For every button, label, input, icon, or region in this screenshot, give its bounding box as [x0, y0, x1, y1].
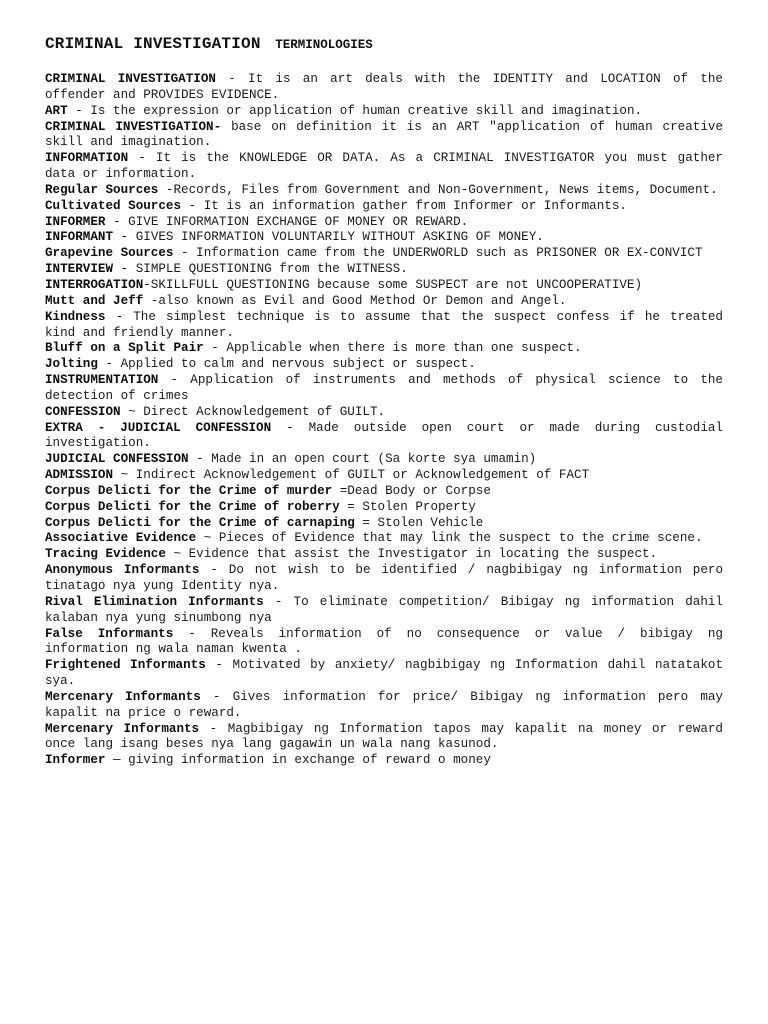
term-definition: - Magbibigay ng Information tapos may kapalit na money or reward once lang isang beses nya lang gagawin un wala nang kasunod.	[45, 721, 723, 752]
term-name: EXTRA - JUDICIAL CONFESSION	[45, 420, 272, 435]
term-definition: base on definition it is an ART "application of human creative skill and imagination.	[45, 119, 724, 150]
term-definition: - Motivated by anxiety/ nagbibigay ng Information dahil natatakot sya.	[45, 658, 723, 689]
term-entry	[45, 627, 723, 659]
term-name: CONFESSION	[45, 404, 121, 419]
term-name: INFORMER	[45, 214, 106, 229]
term-definition: ~ Indirect Acknowledgement of GUILT or Acknowledgement of FACT	[113, 468, 590, 483]
term-name: Regular Sources	[45, 182, 159, 197]
term-definition: -SKILLFULL QUESTIONING because some SUSPECT are not UNCOOPERATIVE)	[143, 277, 643, 292]
term-name: INTERVIEW	[45, 262, 114, 277]
term-definition: - To eliminate competition/ Bibigay ng information dahil kalaban nya yung sinumbong nya	[45, 594, 723, 625]
term-entry	[45, 294, 723, 310]
term-name: Mercenary Informants	[45, 721, 200, 736]
term-entry	[45, 151, 723, 183]
term-name: False Informants	[45, 626, 174, 641]
term-definition: - GIVE INFORMATION EXCHANGE OF MONEY OR REWARD.	[105, 214, 469, 229]
term-entry	[45, 230, 723, 246]
term-definition: = Stolen Property	[339, 499, 476, 514]
term-name: Frightened Informants	[45, 658, 206, 673]
term-entry	[45, 421, 723, 453]
term-name: CRIMINAL INVESTIGATION	[45, 72, 216, 86]
term-name: Tracing Evidence	[45, 547, 166, 562]
term-definition: -Records, Files from Government and Non-Government, News items, Document.	[158, 182, 718, 197]
term-definition: - Do not wish to be identified / nagbibigay ng information pero tinatago nya yung Identity nya.	[45, 563, 723, 593]
term-name: Associative Evidence	[45, 531, 197, 546]
term-entry	[45, 72, 723, 104]
title-subtitle: TERMINOLOGIES	[275, 38, 373, 52]
term-definition: - Made in an open court (Sa korte sya umamin)	[188, 452, 537, 467]
term-name: Mutt and Jeff	[45, 293, 144, 308]
term-definition: - Is the expression or application of human creative skill and imagination.	[67, 103, 643, 118]
term-entry	[45, 722, 723, 754]
term-definition: ~ Direct Acknowledgement of GUILT.	[120, 404, 386, 419]
term-name: INTERROGATION	[45, 277, 144, 292]
term-definition: ~ Pieces of Evidence that may link the suspect to the crime scene.	[196, 531, 703, 546]
term-definition: - Information came from the UNDERWORLD such as PRISONER OR EX-CONVICT	[173, 246, 703, 261]
term-definition: - It is an art deals with the IDENTITY and LOCATION of the offender and PROVIDES EVIDENCE.	[45, 72, 723, 102]
term-definition: - Gives information for price/ Bibigay ng information pero may kapalit na price o reward.	[45, 689, 723, 720]
term-definition: - It is the KNOWLEDGE OR DATA. As a CRIMINAL INVESTIGATOR you must gather data or information.	[45, 151, 723, 182]
term-name: Mercenary Informants	[45, 689, 201, 704]
term-name: Grapevine Sources	[45, 246, 174, 261]
term-definition: - SIMPLE QUESTIONING from the WITNESS.	[113, 262, 408, 277]
term-entry	[45, 484, 723, 500]
term-entry	[45, 531, 723, 547]
term-name: Bluff on a Split Pair	[45, 341, 204, 356]
title-main: CRIMINAL INVESTIGATION	[45, 35, 261, 53]
term-entry	[45, 246, 723, 262]
term-name: Jolting	[45, 357, 98, 372]
term-definition: = Stolen Vehicle	[354, 515, 484, 530]
term-definition: - The simplest technique is to assume that the suspect confess if he treated kind and friendly manner.	[45, 309, 723, 340]
term-entry	[45, 120, 723, 152]
term-entry	[45, 310, 723, 342]
term-entry	[45, 690, 723, 722]
term-definition: -also known as Evil and Good Method Or Demon and Angel.	[143, 293, 567, 308]
term-definition: - It is an information gather from Informer or Informants.	[181, 198, 627, 213]
term-entry	[45, 405, 723, 421]
term-definition: - Applied to calm and nervous subject or suspect.	[97, 357, 476, 372]
term-entry	[45, 547, 723, 563]
term-entry	[45, 341, 723, 357]
term-entry	[45, 563, 723, 595]
term-definition: - GIVES INFORMATION VOLUNTARILY WITHOUT ASKING OF MONEY.	[113, 230, 544, 245]
term-name: INFORMATION	[45, 151, 129, 166]
term-definition: =Dead Body or Corpse	[332, 483, 491, 498]
term-name: JUDICIAL CONFESSION	[45, 452, 189, 467]
term-name: Rival Elimination Informants	[45, 594, 264, 609]
term-definition: - Made outside open court or made during custodial investigation.	[45, 420, 723, 451]
term-entry	[45, 516, 723, 532]
term-entry	[45, 357, 723, 373]
term-entry	[45, 500, 723, 516]
term-name: Corpus Delicti for the Crime of roberry	[45, 499, 340, 514]
term-name: Corpus Delicti for the Crime of carnaping	[45, 515, 355, 530]
term-entry	[45, 262, 723, 278]
term-name: Kindness	[45, 309, 106, 324]
term-entry	[45, 753, 723, 769]
term-entry	[45, 215, 723, 231]
term-name: INFORMANT	[45, 230, 114, 245]
term-entry	[45, 199, 723, 215]
term-definition: ~ Evidence that assist the Investigator in locating the suspect.	[165, 547, 658, 562]
term-name: Corpus Delicti for the Crime of murder	[45, 483, 333, 498]
term-definition: - Reveals information of no consequence or value / bibigay ng information ng wala naman kwenta .	[45, 626, 723, 657]
term-name: ADMISSION	[45, 468, 114, 483]
term-entry	[45, 104, 723, 120]
term-definition: - Application of instruments and methods of physical science to the detection of crimes	[45, 373, 723, 403]
term-definition: - Applicable when there is more than one suspect.	[203, 341, 582, 356]
term-name: ART	[45, 103, 68, 118]
term-name: CRIMINAL INVESTIGATION-	[45, 119, 222, 134]
term-name: Anonymous Informants	[45, 563, 200, 578]
term-entry	[45, 452, 723, 468]
term-definition: — giving information in exchange of reward o money	[105, 753, 491, 768]
page-title	[45, 35, 725, 53]
term-entry	[45, 595, 723, 627]
term-entry	[45, 658, 723, 690]
term-entry	[45, 278, 723, 294]
term-entry	[45, 468, 723, 484]
term-entry	[45, 183, 723, 199]
term-name: Cultivated Sources	[45, 198, 182, 213]
term-name: Informer	[45, 753, 106, 768]
term-entry	[45, 373, 723, 405]
term-name: INSTRUMENTATION	[45, 373, 159, 388]
terminology-list	[45, 72, 723, 769]
